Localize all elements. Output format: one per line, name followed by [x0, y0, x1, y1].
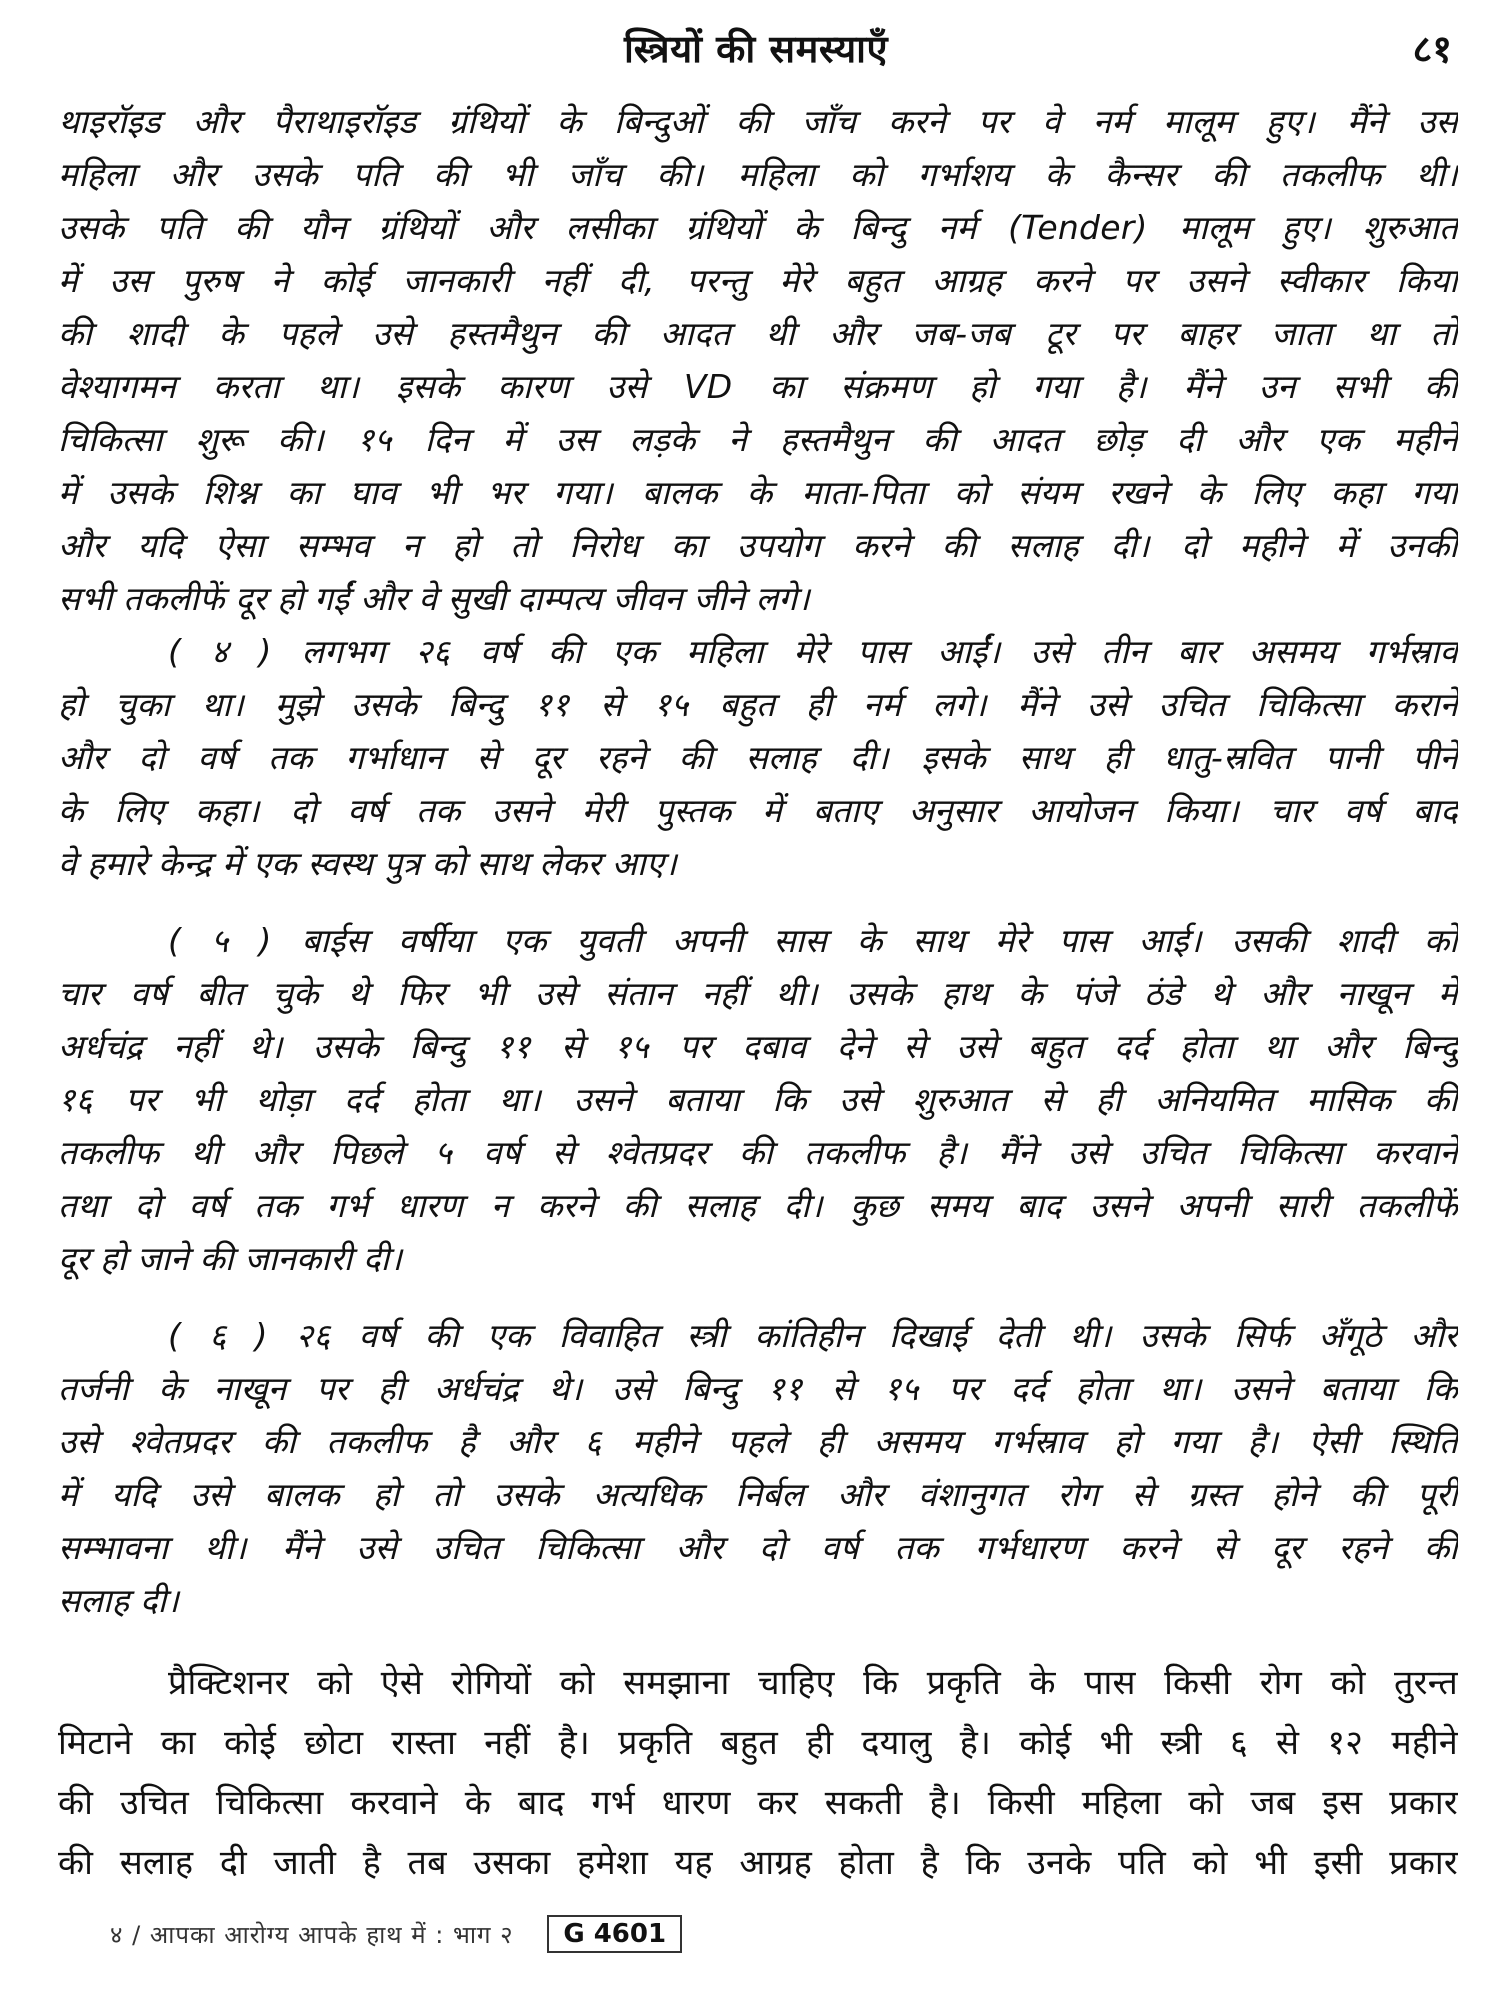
- text-line: प्रैक्टिशनर को ऐसे रोगियों को समझाना चाहिए कि प्रकृति के पास किसी रोग को तुरन्त: [168, 1663, 1458, 1703]
- text-line: १६ पर भी थोड़ा दर्द होता था। उसने बताया कि उसे शुरुआत से ही अनियमित मासिक की: [58, 1080, 1458, 1119]
- case-4-start: ( ४ ) लगभग २६ वर्ष की एक महिला मेरे पास आईं। उसे तीन बार असमय गर्भस्राव: [168, 632, 1458, 671]
- page-footer: [110, 1915, 682, 1959]
- text-line: वेश्यागमन करता था। इसके कारण उसे VD का संक्रमण हो गया है। मैंने उन सभी की: [58, 367, 1458, 406]
- chapter-title: स्त्रियों की समस्याएँ: [623, 27, 889, 71]
- text-line: में उस पुरुष ने कोई जानकारी नहीं दी, परन्तु मेरे बहुत आग्रह करने पर उसने स्वीकार किया: [58, 261, 1458, 300]
- case-6-start: ( ६ ) २६ वर्ष की एक विवाहित स्त्री कांतिहीन दिखाई देती थी। उसके सिर्फ अँगूठे और: [168, 1316, 1458, 1355]
- text-line: चार वर्ष बीत चुके थे फिर भी उसे संतान नहीं थी। उसके हाथ के पंजे ठंडे थे और नाखून में: [58, 974, 1458, 1013]
- footer-code-box: G 4601: [547, 1915, 682, 1953]
- text-line: थाइरॉइड और पैराथाइरॉइड ग्रंथियों के बिन्दुओं की जाँच करने पर वे नर्म मालूम हुए। मैंने उस: [58, 102, 1458, 141]
- text-line: तर्जनी के नाखून पर ही अर्धचंद्र थे। उसे बिन्दु ११ से १५ पर दर्द होता था। उसने बताया कि: [58, 1369, 1458, 1408]
- footer-book-title: ४ / आपका आरोग्य आपके हाथ में : भाग २: [110, 1920, 514, 1949]
- text-line: उसे श्वेतप्रदर की तकलीफ है और ६ महीने पहले ही असमय गर्भस्राव हो गया है। ऐसी स्थिति: [58, 1422, 1458, 1461]
- text-line: की सलाह दी जाती है तब उसका हमेशा यह आग्रह होता है कि उनके पति को भी इसी प्रकार: [58, 1843, 1458, 1883]
- text-line: उसके पति की यौन ग्रंथियों और लसीका ग्रंथियों के बिन्दु नर्म (Tender) मालूम हुए। शुरुआत: [58, 208, 1458, 247]
- page-number: ८१: [1412, 27, 1452, 71]
- text-line: सम्भावना थी। मैंने उसे उचित चिकित्सा और दो वर्ष तक गर्भधारण करने से दूर रहने की: [58, 1528, 1458, 1567]
- text-line: और यदि ऐसा सम्भव न हो तो निरोध का उपयोग करने की सलाह दी। दो महीने में उनकी: [58, 526, 1458, 565]
- text-line: दूर हो जाने की जानकारी दी।: [58, 1239, 403, 1278]
- case-5-start: ( ५ ) बाईस वर्षीया एक युवती अपनी सास के साथ मेरे पास आई। उसकी शादी को: [168, 921, 1458, 960]
- text-line: चिकित्सा शुरू की। १५ दिन में उस लड़के ने हस्तमैथुन की आदत छोड़ दी और एक महीने: [58, 420, 1458, 459]
- text-line: वे हमारे केन्द्र में एक स्वस्थ पुत्र को साथ लेकर आए।: [58, 844, 677, 883]
- text-line: और दो वर्ष तक गर्भाधान से दूर रहने की सलाह दी। इसके साथ ही धातु-स्रवित पानी पीने: [58, 738, 1458, 777]
- text-line: अर्धचंद्र नहीं थे। उसके बिन्दु ११ से १५ पर दबाव देने से उसे बहुत दर्द होता था और बिन्दु: [58, 1027, 1458, 1066]
- text-line: तथा दो वर्ष तक गर्भ धारण न करने की सलाह दी। कुछ समय बाद उसने अपनी सारी तकलीफें: [58, 1186, 1458, 1225]
- text-line: महिला और उसके पति की भी जाँच की। महिला को गर्भाशय के कैन्सर की तकलीफ थी।: [58, 155, 1458, 194]
- text-line: तकलीफ थी और पिछले ५ वर्ष से श्वेतप्रदर की तकलीफ है। मैंने उसे उचित चिकित्सा करवाने: [58, 1133, 1458, 1172]
- text-line: सलाह दी।: [58, 1581, 180, 1620]
- text-line: की उचित चिकित्सा करवाने के बाद गर्भ धारण कर सकती है। किसी महिला को जब इस प्रकार: [58, 1783, 1458, 1823]
- page-header: [60, 22, 1452, 82]
- text-line: की शादी के पहले उसे हस्तमैथुन की आदत थी और जब-जब टूर पर बाहर जाता था तो: [58, 314, 1458, 353]
- text-line: में उसके शिश्न का घाव भी भर गया। बालक के माता-पिता को संयम रखने के लिए कहा गया: [58, 473, 1458, 512]
- text-line: के लिए कहा। दो वर्ष तक उसने मेरी पुस्तक में बताए अनुसार आयोजन किया। चार वर्ष बाद: [58, 791, 1458, 830]
- text-line: मिटाने का कोई छोटा रास्ता नहीं है। प्रकृति बहुत ही दयालु है। कोई भी स्त्री ६ से १२ महीने: [58, 1723, 1458, 1763]
- body-text: [58, 95, 1458, 1893]
- closing-paragraph: [58, 1653, 1458, 1893]
- text-line: सभी तकलीफें दूर हो गईं और वे सुखी दाम्पत्य जीवन जीने लगे।: [58, 579, 810, 618]
- text-line: हो चुका था। मुझे उसके बिन्दु ११ से १५ बहुत ही नर्म लगे। मैंने उसे उचित चिकित्सा कराने: [58, 685, 1458, 724]
- text-line: में यदि उसे बालक हो तो उसके अत्यधिक निर्बल और वंशानुगत रोग से ग्रस्त होने की पूरी: [58, 1475, 1458, 1514]
